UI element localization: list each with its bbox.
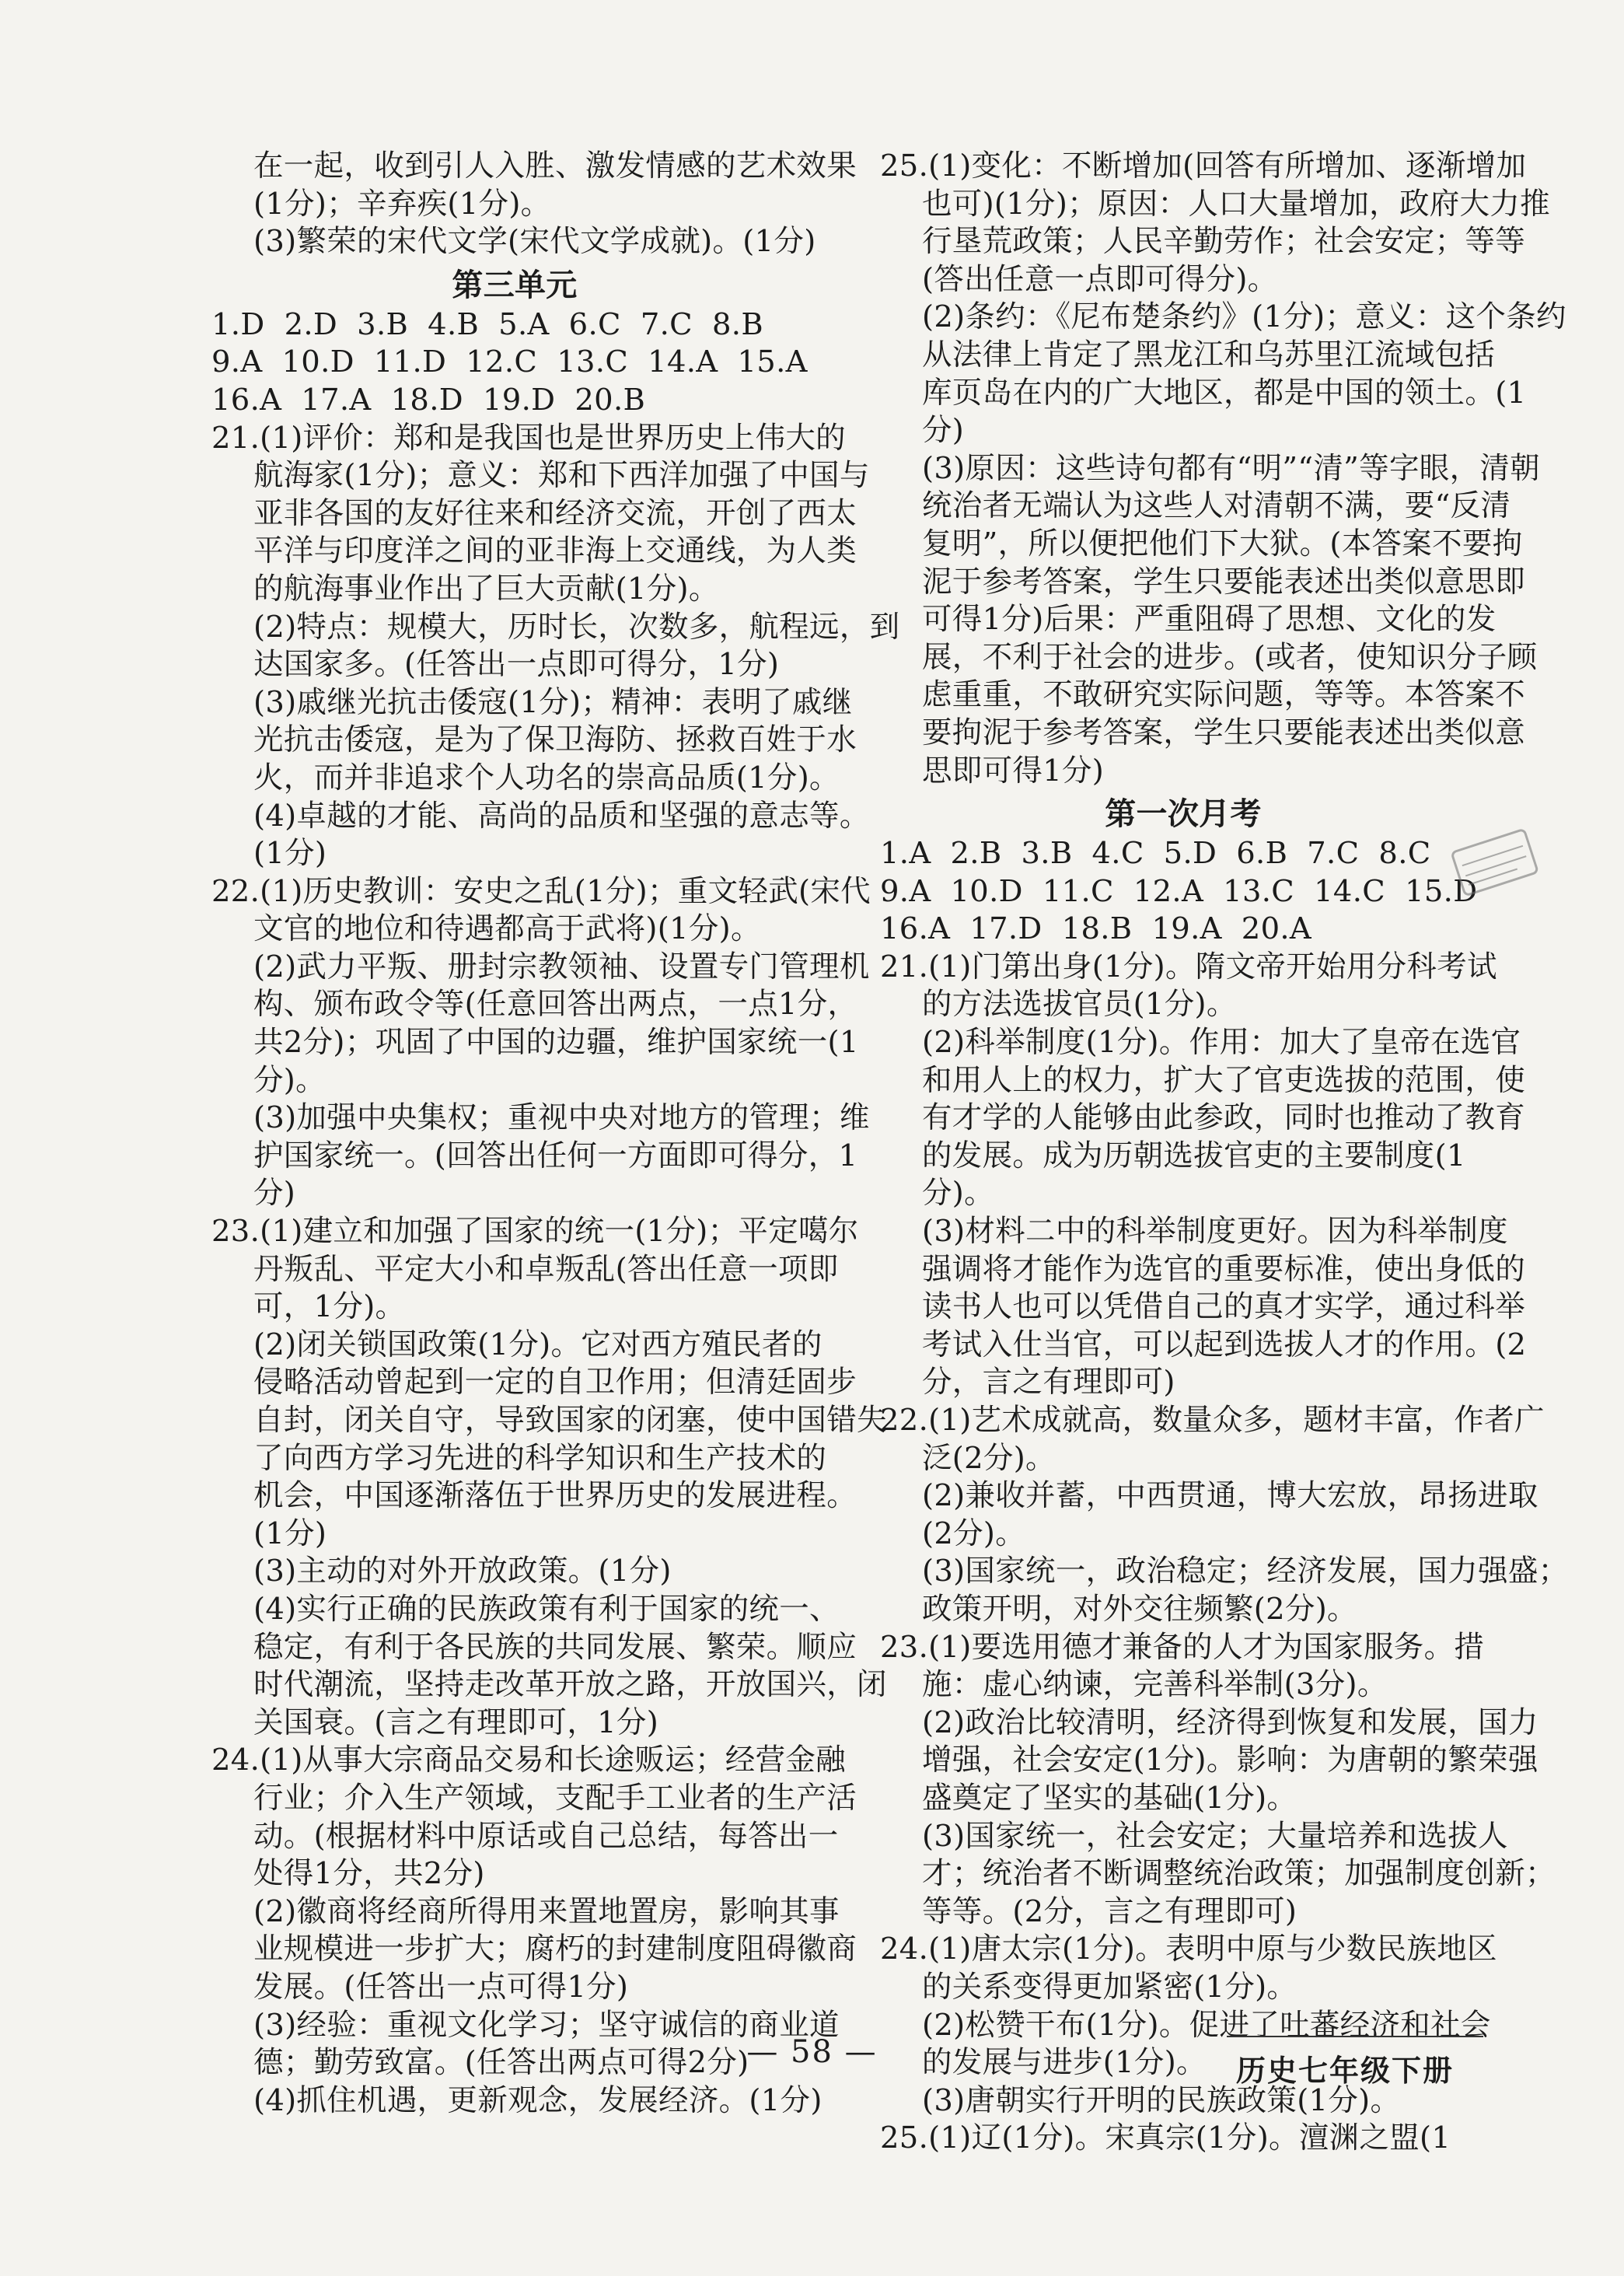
answer-line: (3)国家统一，政治稳定；经济发展，国力强盛； [922, 1554, 1569, 1589]
answer-line: (1分)；辛弃疾(1分)。 [253, 186, 551, 222]
answer-line: 稳定，有利于各民族的共同发展、繁荣。顺应 [253, 1629, 857, 1665]
answer-line: 泥于参考答案，学生只要能表述出类似意思即 [922, 564, 1526, 600]
question-line: 21.(1)评价：郑和是我国也是世界历史上伟大的 [211, 420, 846, 456]
answer-line: (3)国家统一，社会安定；大量培养和选拔人 [922, 1818, 1508, 1854]
answer-line: (2)科举制度(1分)。作用：加大了皇帝在选官 [922, 1025, 1521, 1061]
answer-line: 护国家统一。(回答出任何一方面即可得分，1 [253, 1138, 858, 1173]
answer-line: 分)。 [253, 1062, 326, 1098]
answer-line: 处得1分，共2分) [253, 1856, 485, 1892]
answer-line: 平洋与印度洋之间的亚非海上交通线，为人类 [253, 533, 857, 569]
answer-line: 才；统治者不断调整统治政策；加强制度创新； [922, 1856, 1556, 1892]
answer-line: 分)。 [922, 1176, 994, 1211]
answer-key-row: 9.A 10.D 11.C 12.A 13.C 14.C 15.D [880, 873, 1478, 909]
answer-line: 机会，中国逐渐落伍于世界历史的发展进程。 [253, 1478, 857, 1514]
answer-line: 共2分)；巩固了中国的边疆，维护国家统一(1 [253, 1025, 859, 1061]
answer-line: 的发展与进步(1分)。 [922, 2045, 1207, 2081]
answer-line: 强调将才能作为选官的重要标准，使出身低的 [922, 1251, 1526, 1287]
answer-line: 从法律上肯定了黑龙江和乌苏里江流域包括 [922, 337, 1496, 372]
answer-line: 亚非各国的友好往来和经济交流，开创了西太 [253, 495, 857, 531]
answer-line: 业规模进一步扩大；腐朽的封建制度阻碍徽商 [253, 1932, 857, 1967]
answer-line: 分) [922, 413, 965, 449]
answer-line: (2)武力平叛、册封宗教领袖、设置专门管理机 [253, 949, 870, 984]
answer-line: (1分) [253, 1516, 327, 1551]
answer-line: 分) [253, 1176, 296, 1211]
answer-line: 行垦荒政策；人民辛勤劳作；社会安定；等等 [922, 224, 1526, 260]
answer-line: (4)实行正确的民族政策有利于国家的统一、 [253, 1591, 840, 1627]
answer-line: 可，1分)。 [253, 1289, 406, 1325]
answer-line: 动。(根据材料中原话或自己总结，每答出一 [253, 1818, 839, 1854]
answer-line: 关国衰。(言之有理即可，1分) [253, 1704, 659, 1740]
question-line: 25.(1)辽(1分)。宋真宗(1分)。澶渊之盟(1 [880, 2120, 1451, 2156]
answer-line: (2)特点：规模大，历时长，次数多，航程远，到 [253, 609, 900, 645]
answer-line: 和用人上的权力，扩大了官吏选拔的范围，使 [922, 1062, 1526, 1098]
answer-line: (3)加强中央集权；重视中央对地方的管理；维 [253, 1100, 870, 1136]
answer-line: 虑重重，不敢研究实际问题，等等。本答案不 [922, 677, 1526, 713]
answer-line: (3)繁荣的宋代文学(宋代文学成就)。(1分) [253, 224, 816, 260]
answer-line: (答出任意一点即可得分)。 [922, 261, 1278, 297]
answer-line: 也可)(1分)；原因：人口大量增加，政府大力推 [922, 186, 1550, 222]
answer-line: 读书人也可以凭借自己的真才实学，通过科举 [922, 1289, 1526, 1325]
answer-line: 的航海事业作出了巨大贡献(1分)。 [253, 571, 719, 607]
answer-line: 思即可得1分) [922, 753, 1105, 788]
answer-line: (2)条约：《尼布楚条约》(1分)；意义：这个条约 [922, 299, 1566, 335]
answer-line: (3)材料二中的科举制度更好。因为科举制度 [922, 1214, 1508, 1250]
question-line: 23.(1)要选用德才兼备的人才为国家服务。措 [880, 1629, 1485, 1665]
answer-line: 等等。(2分，言之有理即可) [922, 1893, 1297, 1929]
answer-line: 火，而并非追求个人功名的崇高品质(1分)。 [253, 760, 840, 795]
answer-line: 侵略活动曾起到一定的自卫作用；但清廷固步 [253, 1365, 857, 1400]
page-number: — 58 — [746, 2034, 878, 2070]
answer-line: 施：虚心纳谏，完善科举制(3分)。 [922, 1667, 1388, 1703]
question-line: 21.(1)门第出身(1分)。隋文帝开始用分科考试 [880, 949, 1497, 984]
answer-line: (3)戚继光抗击倭寇(1分)；精神：表明了戚继 [253, 684, 853, 720]
answer-line: 统治者无端认为这些人对清朝不满，要“反清 [922, 488, 1511, 524]
answer-line: (2)松赞干布(1分)。促进了吐蕃经济和社会 [922, 2007, 1491, 2043]
answer-line: (3)原因：这些诗句都有“明”“清”等字眼，清朝 [922, 450, 1540, 486]
answer-line: 分，言之有理即可) [922, 1365, 1175, 1400]
question-line: 22.(1)艺术成就高，数量众多，题材丰富，作者广 [880, 1403, 1545, 1438]
answer-line: 盛奠定了坚实的基础(1分)。 [922, 1780, 1297, 1816]
answer-line: 复明”，所以便把他们下大狱。(本答案不要拘 [922, 526, 1523, 561]
answer-line: (1分) [253, 836, 327, 872]
answer-line: 的发展。成为历朝选拔官吏的主要制度(1 [922, 1138, 1466, 1173]
left-column [211, 148, 900, 2120]
answer-line: 的关系变得更加紧密(1分)。 [922, 1969, 1297, 2005]
answer-key-row: 16.A 17.D 18.B 19.A 20.A [880, 911, 1312, 947]
answer-line: (2)徽商将经商所得用来置地置房，影响其事 [253, 1893, 840, 1929]
answer-line: 时代潮流，坚持走改革开放之路，开放国兴，闭 [253, 1667, 887, 1703]
answer-line: 考试入仕当官，可以起到选拔人才的作用。(2 [922, 1327, 1527, 1362]
answer-line: 展，不利于社会的进步。(或者，使知识分子顾 [922, 639, 1538, 675]
answer-line: (4)卓越的才能、高尚的品质和坚强的意志等。 [253, 798, 870, 834]
right-column [880, 148, 1569, 2158]
answer-line: 构、颁布政令等(任意回答出两点，一点1分， [253, 987, 858, 1023]
answer-line: 达国家多。(任答出一点即可得分，1分) [253, 647, 780, 683]
answer-line: (4)抓住机遇，更新观念，发展经济。(1分) [253, 2082, 822, 2118]
section-heading: 第三单元 [452, 267, 578, 303]
answer-line: 文官的地位和待遇都高于武将)(1分)。 [253, 911, 761, 947]
answer-line: (2分)。 [922, 1516, 1026, 1551]
answer-line: (2)闭关锁国政策(1分)。它对西方殖民者的 [253, 1327, 822, 1362]
question-line: 23.(1)建立和加强了国家的统一(1分)；平定噶尔 [211, 1214, 859, 1250]
answer-line: 发展。(任答出一点可得1分) [253, 1969, 629, 2005]
answer-line: 了向西方学习先进的科学知识和生产技术的 [253, 1440, 827, 1476]
question-line: 24.(1)唐太宗(1分)。表明中原与少数民族地区 [880, 1932, 1497, 1967]
section-heading: 第一次月考 [1105, 796, 1262, 833]
answer-line: 的方法选拔官员(1分)。 [922, 987, 1237, 1023]
answer-key-row: 9.A 10.D 11.D 12.C 13.C 14.A 15.A [211, 344, 808, 380]
answer-line: 政策开明，对外交往频繁(2分)。 [922, 1591, 1357, 1627]
answer-line: 要拘泥于参考答案，学生只要能表述出类似意 [922, 715, 1526, 750]
answer-line: (2)兼收并蓄，中西贯通，博大宏放，昂扬进取 [922, 1478, 1538, 1514]
answer-line: (3)唐朝实行开明的民族政策(1分)。 [922, 2082, 1401, 2118]
answer-line: (3)主动的对外开放政策。(1分) [253, 1554, 672, 1589]
question-line: 25.(1)变化：不断增加(回答有所增加、逐渐增加 [880, 149, 1527, 184]
answer-line: 德；勤劳致富。(任答出两点可得2分) [253, 2045, 749, 2081]
answer-line: (2)政治比较清明，经济得到恢复和发展，国力 [922, 1704, 1538, 1740]
answer-line: 光抗击倭寇，是为了保卫海防、拯救百姓于水 [253, 722, 857, 758]
question-line: 24.(1)从事大宗商品交易和长途贩运；经营金融 [211, 1743, 846, 1778]
answer-key-row: 16.A 17.A 18.D 19.D 20.B [211, 382, 646, 418]
answer-line: 丹叛乱、平定大小和卓叛乱(答出任意一项即 [253, 1251, 839, 1287]
answer-line: 泛(2分)。 [922, 1440, 1056, 1476]
footer-divider [1227, 2036, 1483, 2037]
book-label: 历史七年级下册 [1236, 2054, 1455, 2088]
answer-line: (3)经验：重视文化学习；坚守诚信的商业道 [253, 2007, 840, 2043]
answer-line: 增强，社会安定(1分)。影响：为唐朝的繁荣强 [922, 1743, 1538, 1778]
answer-line: 库页岛在内的广大地区，都是中国的领土。(1 [922, 375, 1527, 411]
answer-key-row: 1.D 2.D 3.B 4.B 5.A 6.C 7.C 8.B [211, 306, 763, 342]
answer-line: 在一起，收到引人入胜、激发情感的艺术效果 [253, 149, 857, 184]
answer-key-row: 1.A 2.B 3.B 4.C 5.D 6.B 7.C 8.C [880, 836, 1431, 872]
answer-line: 行业；介入生产领域，支配手工业者的生产活 [253, 1780, 857, 1816]
answer-line: 航海家(1分)；意义：郑和下西洋加强了中国与 [253, 458, 870, 494]
answer-line: 有才学的人能够由此参政，同时也推动了教育 [922, 1100, 1526, 1136]
answer-line: 可得1分)后果：严重阻碍了思想、文化的发 [922, 602, 1497, 638]
question-line: 22.(1)历史教训：安史之乱(1分)；重文轻武(宋代 [211, 873, 871, 909]
answer-line: 自封，闭关自守，导致国家的闭塞，使中国错失 [253, 1403, 887, 1438]
